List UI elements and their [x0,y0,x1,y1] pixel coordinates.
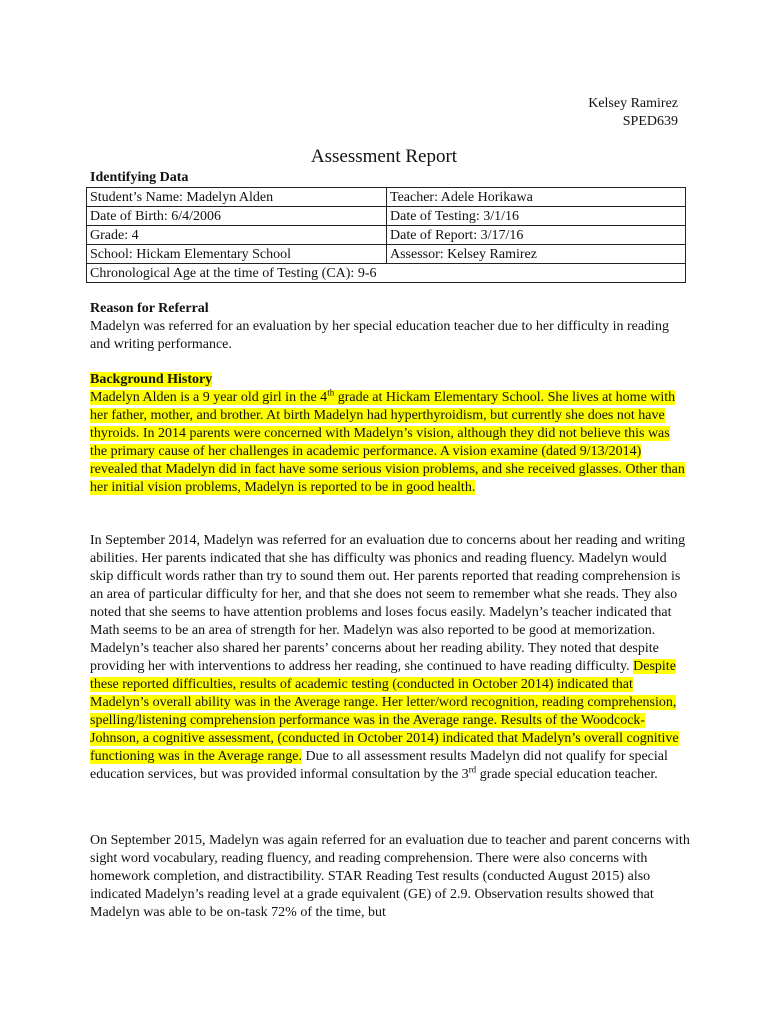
header-block [588,95,678,131]
table-cell: Teacher: Adele Horikawa [387,188,686,207]
background-paragraph-1 [90,389,690,497]
table-row [87,226,686,245]
background-history-heading [90,372,212,388]
table-cell: Date of Testing: 3/1/16 [387,207,686,226]
table-cell: Student’s Name: Madelyn Alden [87,188,387,207]
p1-text-b: grade at Hickam Elementary School. She lives at home with her father, mother, and brother. At birth Madelyn had hyperthyroidism, but currently she does not have thyroids. In 2014 parents were concerned with Madelyn’s vision, although they did not believe this was the primary cause of her challenges in academic performance. A vision examine (dated 9/13/2014) revealed that Madelyn did in fact have some serious vision problems, and she received glasses. Other than her initial vision problems, Madelyn is reported to be in good health. [90,390,685,495]
table-row [87,188,686,207]
table-cell: Grade: 4 [87,226,387,245]
table-cell: Assessor: Kelsey Ramirez [387,245,686,264]
table-cell-chronological-age: Chronological Age at the time of Testing (CA): 9-6 [87,264,686,283]
background-paragraph-3: On September 2015, Madelyn was again referred for an evaluation due to teacher and parent concerns with sight word vocabulary, reading fluency, and reading comprehension. There were also concerns with homework completion, and distractibility. STAR Reading Test results (conducted August 2015) also indicated Madelyn’s reading level at a grade equivalent (GE) of 2.9. Observation results showed that Madelyn was able to be on-task 72% of the time, but [90,833,690,920]
p1-text-a: Madelyn Alden is a 9 year old girl in the 4 [90,390,328,405]
highlighted-text [90,387,685,495]
table-row [87,264,686,283]
p2-text-b: Due to all assessment results Madelyn did not qualify for special education services, but was provided informal consultation by the 3 [90,749,668,782]
identifying-data-heading: Identifying Data [90,170,189,185]
author-name: Kelsey Ramirez [588,96,678,111]
highlighted-text: Despite these reported difficulties, results of academic testing (conducted in October 2014) indicated that Madelyn’s overall ability was in the Average range. Her letter/word recognition, reading comprehension, spelling/listening comprehension performance was in the Average range. Results of the Woodcock-Johnson, a cognitive assessment, (conducted in October 2014) indicated that Madelyn’s overall cognitive functioning was in the Average range. [90,659,679,764]
identifying-data-table [86,187,686,283]
p2-superscript: rd [468,764,477,775]
table-cell: Date of Birth: 6/4/2006 [87,207,387,226]
table-row [87,245,686,264]
course-code: SPED639 [622,114,678,129]
p2-text-c: grade special education teacher. [476,767,658,782]
background-paragraph-2 [90,532,690,784]
document-title: Assessment Report [310,146,458,167]
p1-superscript: th [327,387,335,398]
background-heading-text: Background History [90,372,213,387]
p2-text-a: In September 2014, Madelyn was referred for an evaluation due to concerns about her reading and writing abilities. Her parents indicated that she has difficulty was phonics and reading fluency. Madelyn would skip difficult words rather than try to sound them out. Her parents reported that reading comprehension is an area of particular difficulty for her, and that she does not seem to remember what she reads. They also noted that she seems to have attention problems and loses focus easily. Madelyn’s teacher indicated that Math seems to be an area of strength for her. Madelyn was also reported to be good at memorization. Madelyn’s teacher also shared her parents’ concerns about her reading ability. They noted that despite providing her with interventions to address her reading, she continued to have reading difficulty. [90,533,686,674]
table-cell: School: Hickam Elementary School [87,245,387,264]
table-row [87,207,686,226]
reason-for-referral-text: Madelyn was referred for an evaluation by her special education teacher due to her difficulty in reading and writing performance. [90,319,669,352]
table-cell: Date of Report: 3/17/16 [387,226,686,245]
reason-for-referral-heading: Reason for Referral [90,301,209,316]
